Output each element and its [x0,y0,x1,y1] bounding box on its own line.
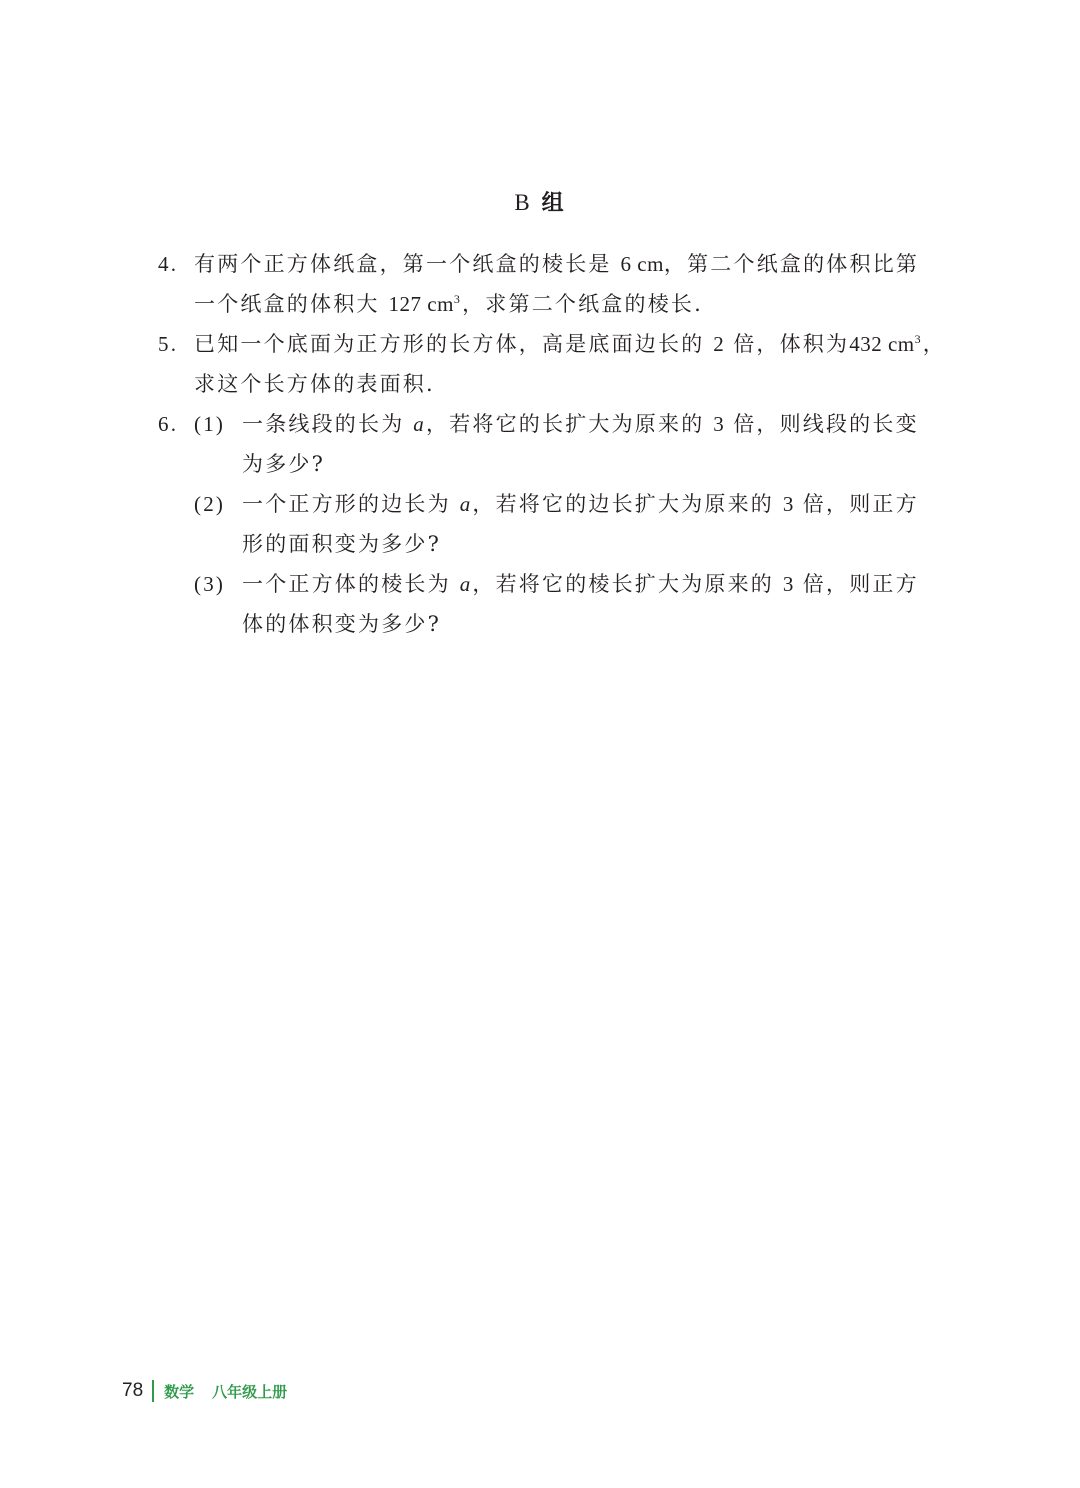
problem-6-2-line-2 [158,524,928,564]
problem-value: 3 [713,412,725,436]
problem-value: 432 cm [849,332,915,356]
exponent: 3 [914,332,923,346]
problem-text: ，求第二个纸盒的棱长. [462,292,703,316]
section-heading [0,186,1080,217]
problem-text: 有两个正方体纸盒，第一个纸盒的棱长是 [194,252,612,276]
footer-subject: 数学 [164,1382,195,1401]
problem-5-line-1 [158,324,946,364]
footer-divider [152,1380,154,1402]
problem-text: 倍，则正方 [802,492,919,516]
variable: a [459,492,473,516]
problem-6-1-line-2 [158,444,928,484]
problem-text: 一个纸盒的体积大 [194,292,380,316]
problem-value: 127 cm [388,292,454,316]
exponent: 3 [453,292,463,306]
problem-6-3-line-1 [158,564,928,604]
page-number: 78 [122,1380,144,1401]
problem-text: 求这个长方体的表面积. [194,372,435,396]
problem-text: ，第二个纸盒的体积比第 [663,252,920,276]
problem-text: ，若将它的棱长扩大为原来的 [472,572,775,596]
problem-text: 倍，体积为 [733,332,850,356]
sub-problem-label: (1) [194,412,226,436]
variable: a [459,572,473,596]
page-footer [122,1376,287,1406]
problem-number: 5. [158,332,179,356]
problem-text: 倍，则线段的长变 [733,412,919,436]
problem-value: 3 [782,492,794,516]
problem-text: ， [922,332,946,356]
section-label: 组 [541,191,566,216]
variable: a [413,412,426,436]
problem-5-line-2 [158,364,928,404]
problem-value: 2 [713,332,725,356]
problem-6-1-line-1 [158,404,928,444]
sub-problem-label: (3) [194,572,226,596]
problem-number: 6. [158,412,179,436]
problem-list [158,244,946,644]
problem-4-line-2 [158,284,928,324]
sub-problem-label: (2) [194,492,226,516]
problem-text: 已知一个底面为正方形的长方体，高是底面边长的 [194,332,705,356]
problem-text: 形的面积变为多少? [242,532,442,556]
problem-4-line-1 [158,244,928,284]
problem-6-3-line-2 [158,604,928,644]
problem-value: 3 [782,572,794,596]
problem-6-2-line-1 [158,484,928,524]
problem-number: 4. [158,252,179,276]
footer-grade: 八年级上册 [212,1382,288,1401]
problem-text: 一个正方体的棱长为 [242,572,451,596]
section-letter: B [514,190,532,215]
problem-text: 一条线段的长为 [242,412,405,436]
problem-text: ，若将它的边长扩大为原来的 [472,492,775,516]
problem-text: ，若将它的长扩大为原来的 [426,412,705,436]
problem-text: 为多少? [242,452,326,476]
problem-text: 倍，则正方 [802,572,919,596]
problem-text: 体的体积变为多少? [242,612,442,636]
problem-value: 6 cm [620,252,664,276]
problem-text: 一个正方形的边长为 [242,492,451,516]
